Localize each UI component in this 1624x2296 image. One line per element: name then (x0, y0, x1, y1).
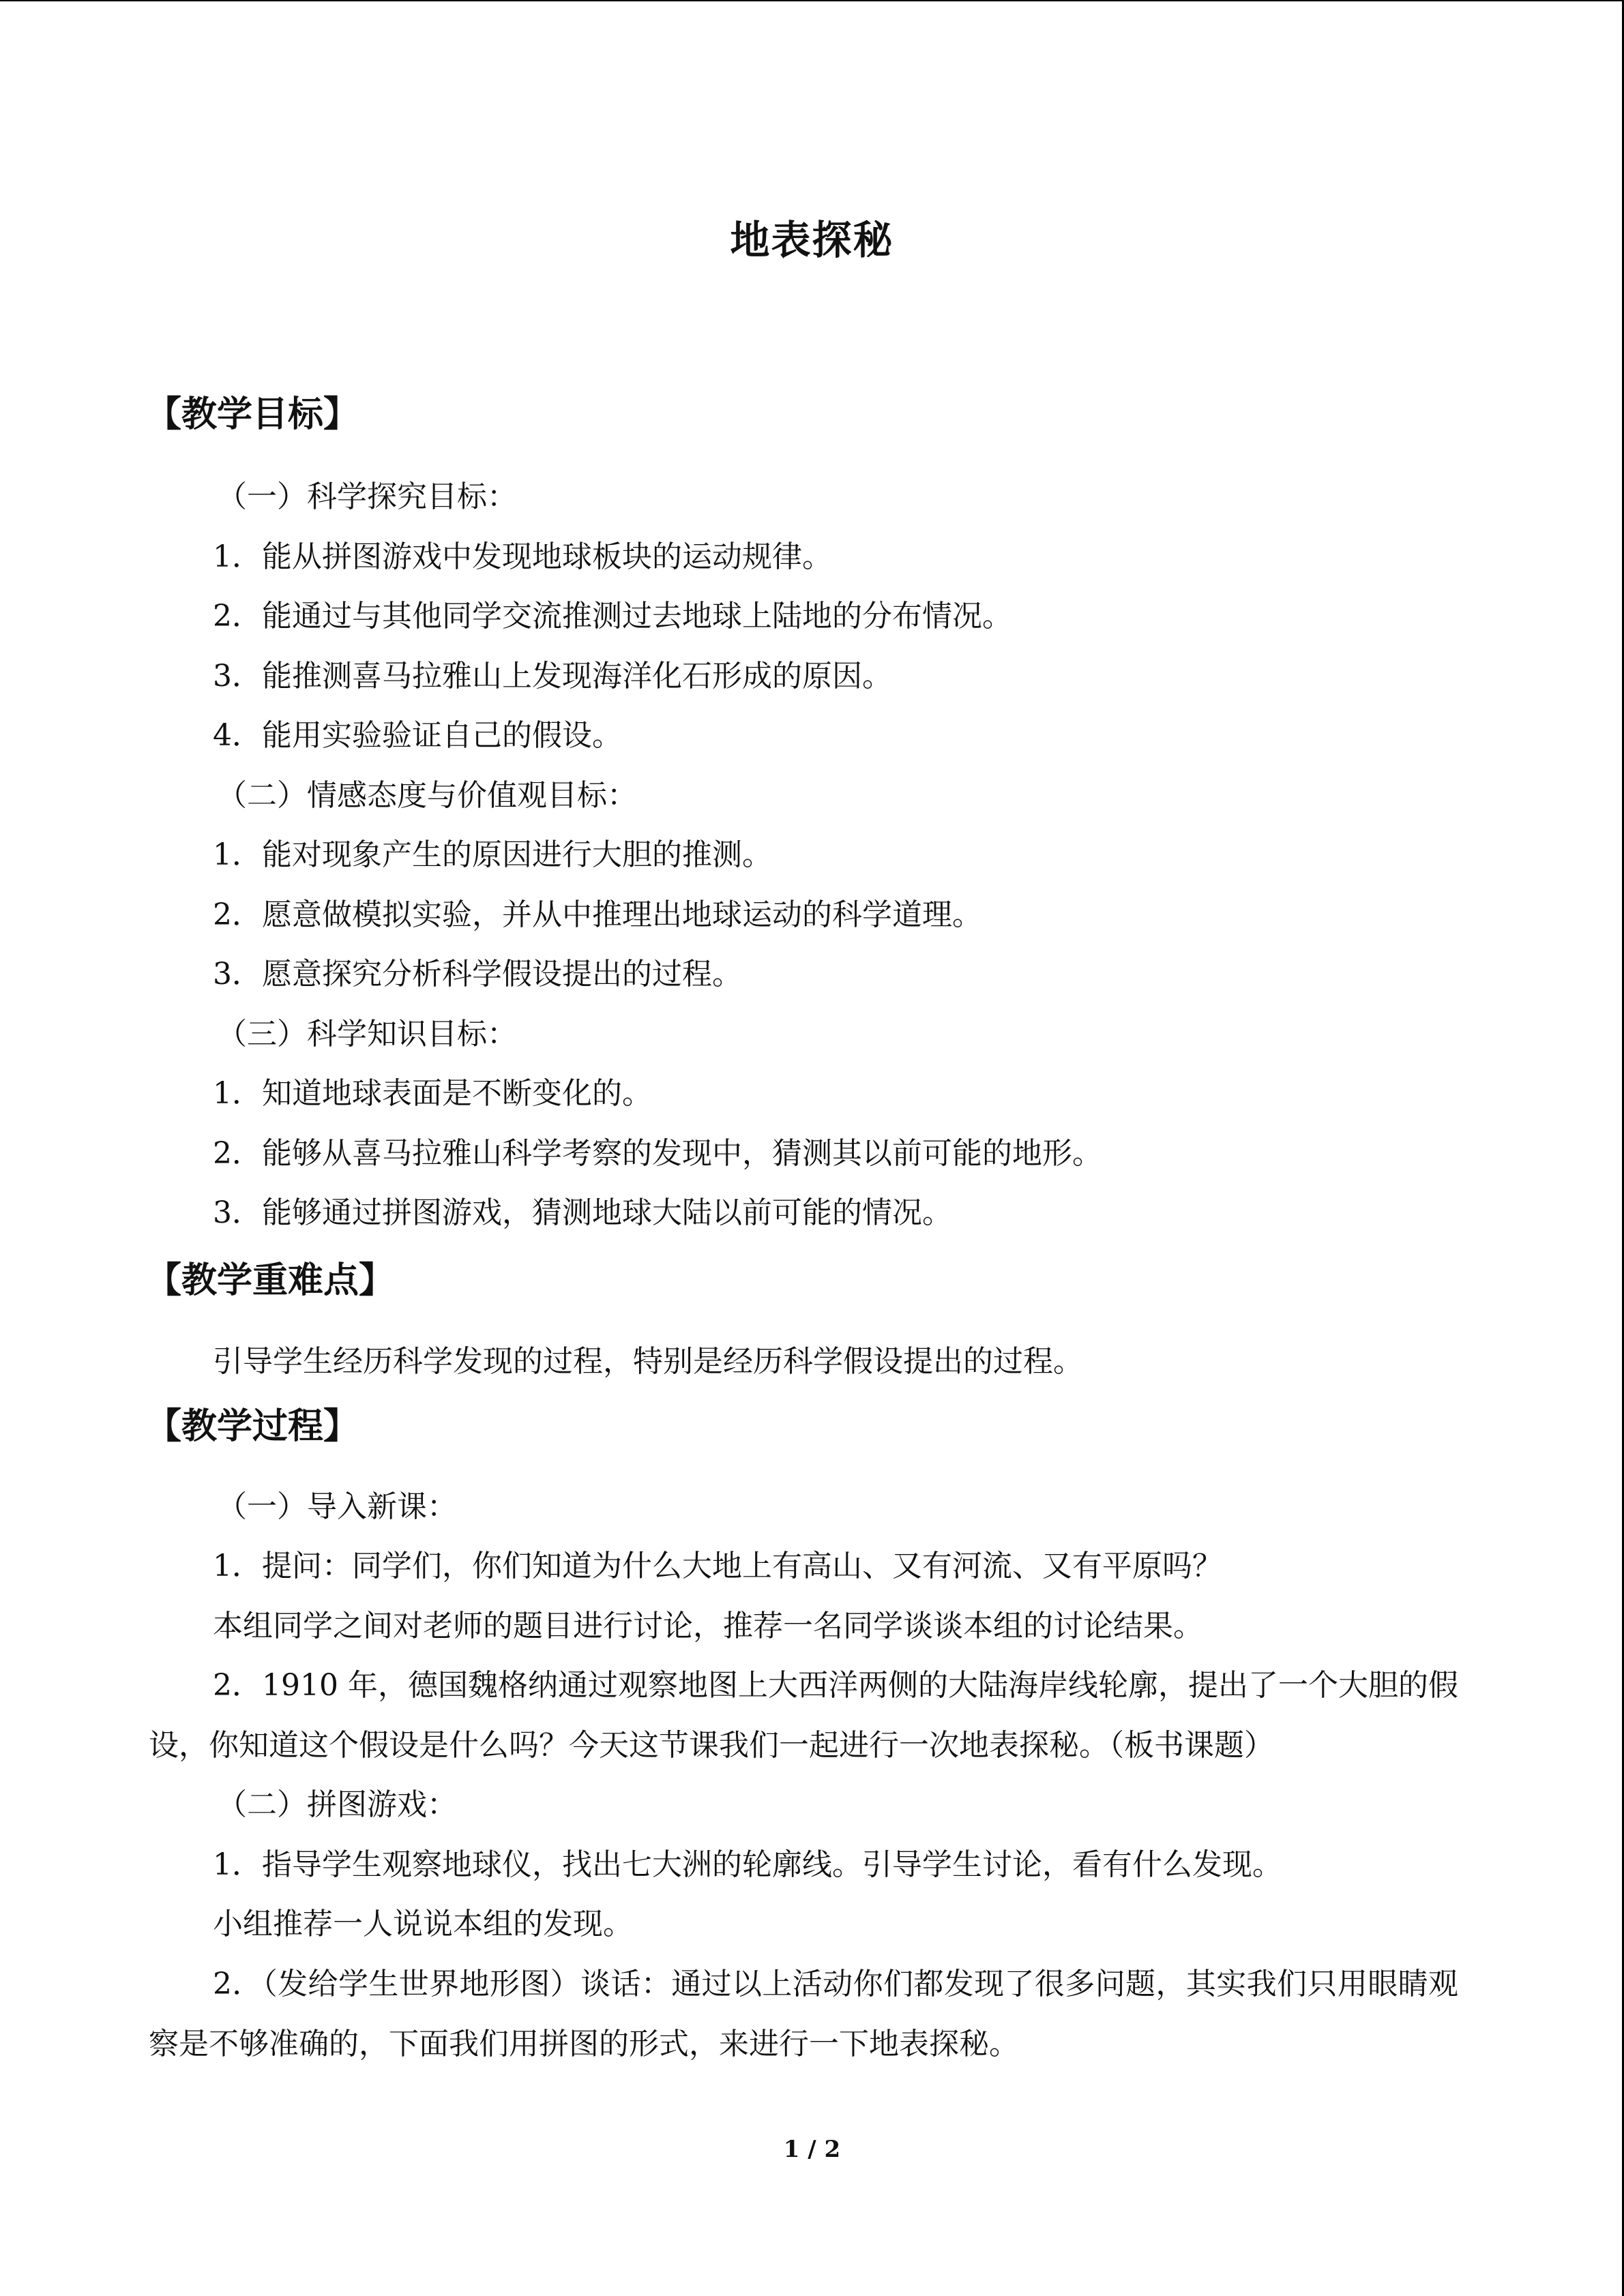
objectives-item: 1．能对现象产生的原因进行大胆的推测。 (213, 837, 772, 872)
objectives-item: 3．愿意探究分析科学假设提出的过程。 (213, 957, 742, 992)
objectives-sub-heading-3: （三）科学知识目标： (217, 1017, 517, 1052)
process-sub-heading-1: （一）导入新课： (217, 1489, 457, 1524)
objectives-item: 3．能推测喜马拉雅山上发现海洋化石形成的原因。 (213, 659, 892, 694)
objectives-item: 3．能够通过拼图游戏，猜测地球大陆以前可能的情况。 (213, 1195, 952, 1230)
objectives-item: 2．能够从喜马拉雅山科学考察的发现中，猜测其以前可能的地形。 (213, 1136, 1102, 1171)
objectives-item: 1．知道地球表面是不断变化的。 (213, 1076, 652, 1111)
process-sub-heading-2: （二）拼图游戏： (217, 1787, 457, 1822)
process-question-2: 2．1910 年，德国魏格纳通过观察地图上大西洋两侧的大陆海岸线轮廓，提出了一个大胆的假设，你知道这个假设是什么吗？今天这节课我们一起进行一次地表探秘。（板书课题） (149, 1668, 1458, 1763)
objectives-item: 2．能通过与其他同学交流推测过去地球上陆地的分布情况。 (213, 599, 1012, 633)
page-title: 地表探秘 (730, 217, 894, 263)
section-heading-key-points: 【教学重难点】 (146, 1260, 395, 1301)
process-game-step-1: 1．指导学生观察地球仪，找出七大洲的轮廓线。引导学生讨论，看有什么发现。 (213, 1847, 1282, 1882)
section-heading-process: 【教学过程】 (146, 1406, 359, 1447)
process-question-1-note: 本组同学之间对老师的题目进行讨论，推荐一名同学谈谈本组的讨论结果。 (213, 1609, 1203, 1643)
page-border-top (0, 0, 1624, 1)
key-points-text: 引导学生经历科学发现的过程，特别是经历科学假设提出的过程。 (213, 1344, 1083, 1379)
objectives-item: 4．能用实验验证自己的假设。 (213, 718, 622, 753)
objectives-sub-heading-1: （一）科学探究目标： (217, 479, 517, 514)
objectives-item: 2．愿意做模拟实验，并从中推理出地球运动的科学道理。 (213, 897, 982, 932)
process-question-1: 1．提问：同学们，你们知道为什么大地上有高山、又有河流、又有平原吗？ (213, 1549, 1222, 1583)
process-game-step-1-note: 小组推荐一人说说本组的发现。 (213, 1907, 633, 1941)
page-number: 1 / 2 (783, 2136, 841, 2163)
objectives-sub-heading-2: （二）情感态度与价值观目标： (217, 778, 637, 813)
process-game-step-2: 2．（发给学生世界地形图）谈话：通过以上活动你们都发现了很多问题，其实我们只用眼睛观察是不够准确的，下面我们用拼图的形式，来进行一下地表探秘。 (149, 1967, 1458, 2061)
objectives-item: 1．能从拼图游戏中发现地球板块的运动规律。 (213, 539, 832, 574)
section-heading-objectives: 【教学目标】 (146, 394, 359, 435)
